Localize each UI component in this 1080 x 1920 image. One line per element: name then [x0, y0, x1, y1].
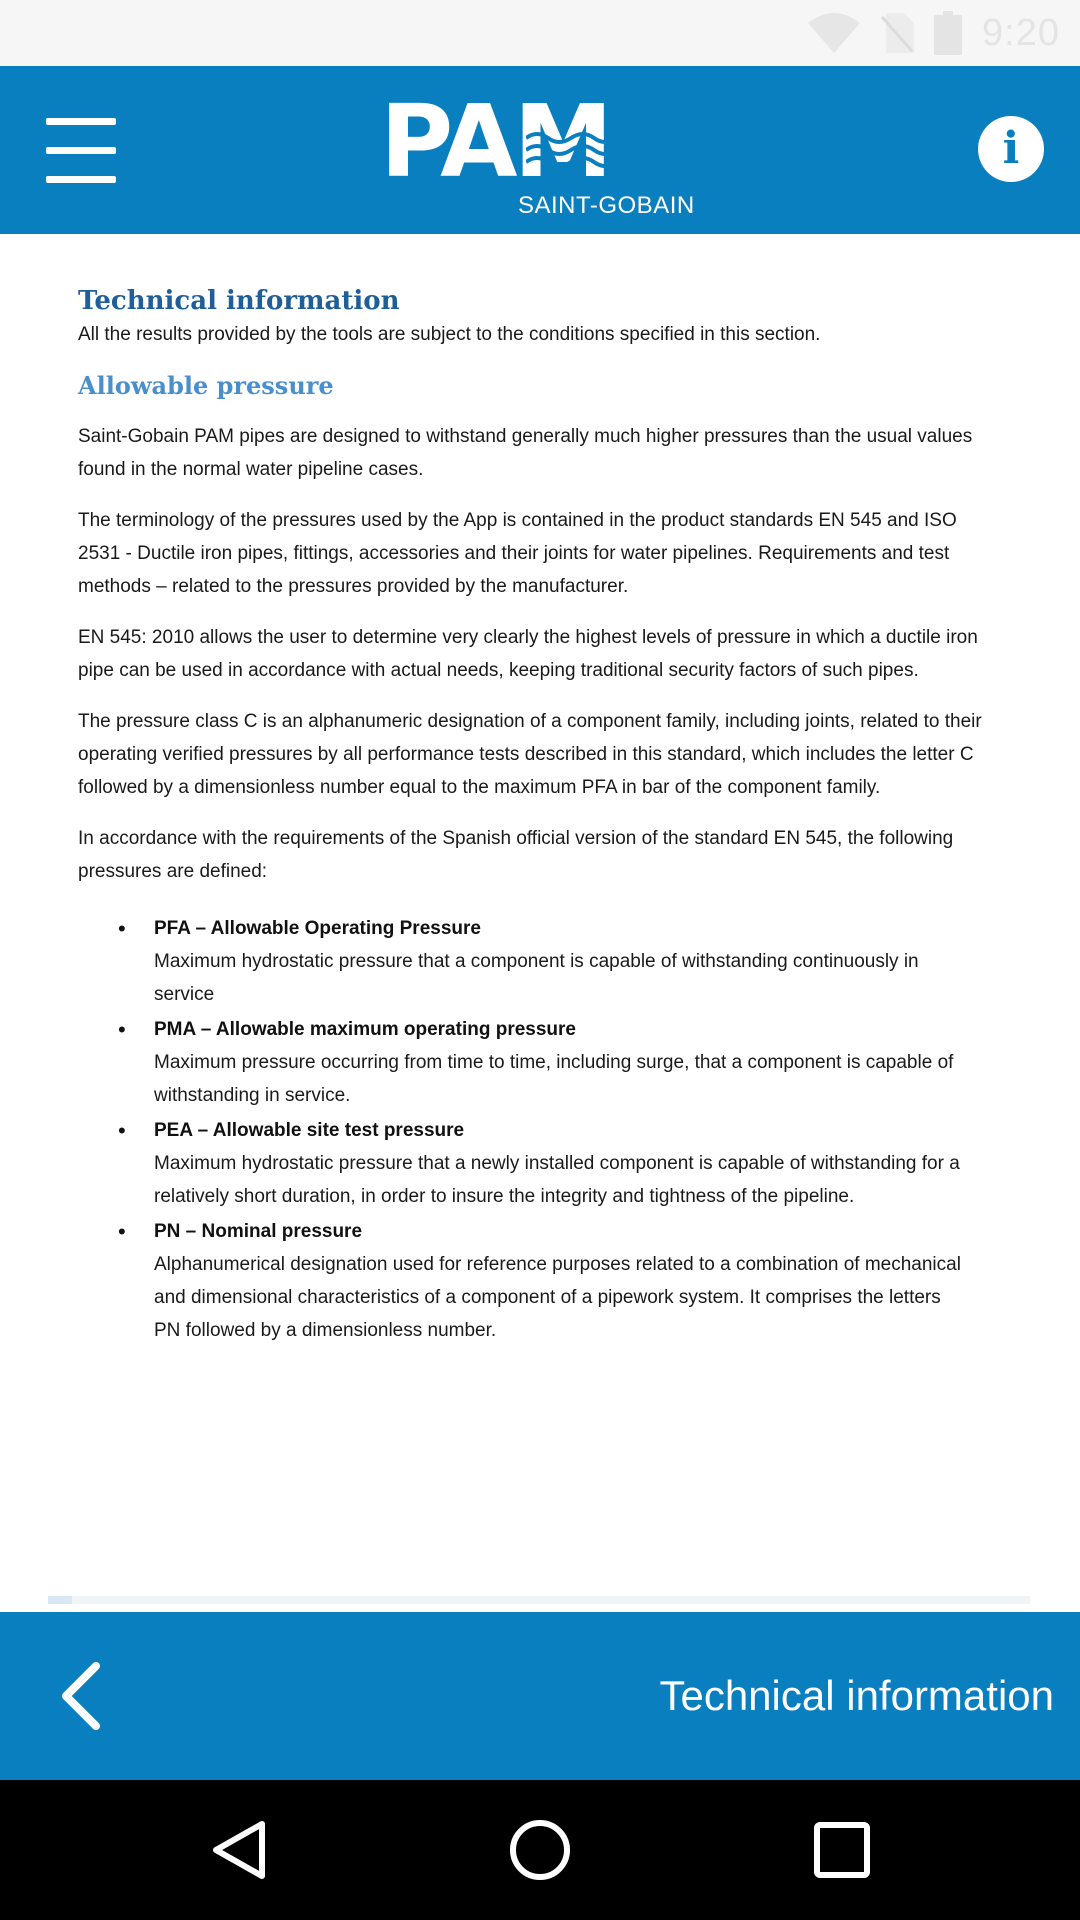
back-button[interactable] [50, 1654, 120, 1738]
status-time: 9:20 [982, 11, 1060, 54]
definition-term: • PN – Nominal pressure [154, 1221, 363, 1242]
hamburger-menu-button[interactable] [46, 118, 116, 184]
nav-back-button[interactable] [200, 1810, 280, 1890]
bottom-bar-title: Technical information [659, 1672, 1054, 1719]
paragraph: Saint-Gobain PAM pipes are designed to withstand generally much higher pressures than the usual values found in the normal water pipeline cases. [78, 426, 973, 480]
page-title: Technical information [78, 286, 400, 316]
list-item [118, 912, 968, 1011]
bottom-bar [0, 1612, 1080, 1780]
definition-term: • PEA – Allowable site test pressure [154, 1120, 465, 1141]
pam-saint-gobain-logo [380, 83, 700, 219]
hamburger-menu-icon [46, 118, 116, 125]
paragraph: EN 545: 2010 allows the user to determine very clearly the highest levels of pressure in which a ductile iron pipe can be used in accordance with actual needs, keeping traditional security factors of such pipes. [78, 627, 978, 681]
no-sim-icon [880, 13, 914, 53]
wifi-icon [808, 13, 860, 53]
paragraph: The pressure class C is an alphanumeric designation of a component family, including joints, related to their operating verified pressures by all performance tests described in this standard, which includes the letter C followed by a dimensionless number equal to the maximum PFA in bar of the component family. [78, 711, 982, 798]
pressure-definitions-list [118, 912, 968, 1347]
definition-description: Alphanumerical designation used for reference purposes related to a combination of mechanical and dimensional characteristics of a component of a pipework system. It comprises the letters PN followed by a dimensionless number. [154, 1254, 961, 1341]
horizontal-scroll-thumb[interactable] [48, 1596, 72, 1604]
logo-text: PAM [380, 83, 610, 200]
definition-description: Maximum pressure occurring from time to time, including surge, that a component is capable of withstanding in service. [154, 1052, 954, 1106]
list-item [118, 1215, 968, 1347]
definition-term: • PFA – Allowable Operating Pressure [154, 918, 481, 939]
status-icons [808, 8, 1060, 58]
logo-subtext: SAINT-GOBAIN [518, 192, 695, 219]
chevron-left-icon [50, 1654, 120, 1738]
document [78, 284, 998, 1349]
section-heading: Allowable pressure [78, 371, 334, 400]
system-nav-bar [0, 1780, 1080, 1920]
content-area[interactable] [0, 234, 1080, 1612]
app-bar [0, 66, 1080, 234]
logo-waves-icon [526, 128, 616, 168]
horizontal-scroll-track[interactable] [48, 1596, 1030, 1604]
list-item [118, 1013, 968, 1112]
status-bar [0, 0, 1080, 66]
paragraph: The terminology of the pressures used by the App is contained in the product standards EN 545 and ISO 2531 - Ductile iron pipes, fittings, accessories and their joints for water pipelines. Requirements and test methods – related to the pressures provided by the manufacturer. [78, 510, 957, 597]
nav-recents-icon [802, 1810, 882, 1890]
definition-description: Maximum hydrostatic pressure that a newly installed component is capable of withstanding for a relatively short duration, in order to insure the integrity and tightness of the pipeline. [154, 1153, 960, 1207]
nav-home-icon [500, 1810, 580, 1890]
battery-icon [934, 11, 962, 55]
paragraph: In accordance with the requirements of the Spanish official version of the standard EN 545, the following pressures are defined: [78, 828, 954, 882]
nav-recents-button[interactable] [802, 1810, 882, 1890]
page-subtitle: All the results provided by the tools are subject to the conditions specified in this section. [78, 324, 821, 345]
list-item [118, 1114, 968, 1213]
info-icon: i [1002, 123, 1020, 174]
definition-term: • PMA – Allowable maximum operating pressure [154, 1019, 576, 1040]
nav-back-icon [200, 1810, 280, 1890]
definition-description: Maximum hydrostatic pressure that a component is capable of withstanding continuously in service [154, 951, 919, 1005]
nav-home-button[interactable] [500, 1810, 580, 1890]
info-button[interactable] [978, 116, 1044, 182]
